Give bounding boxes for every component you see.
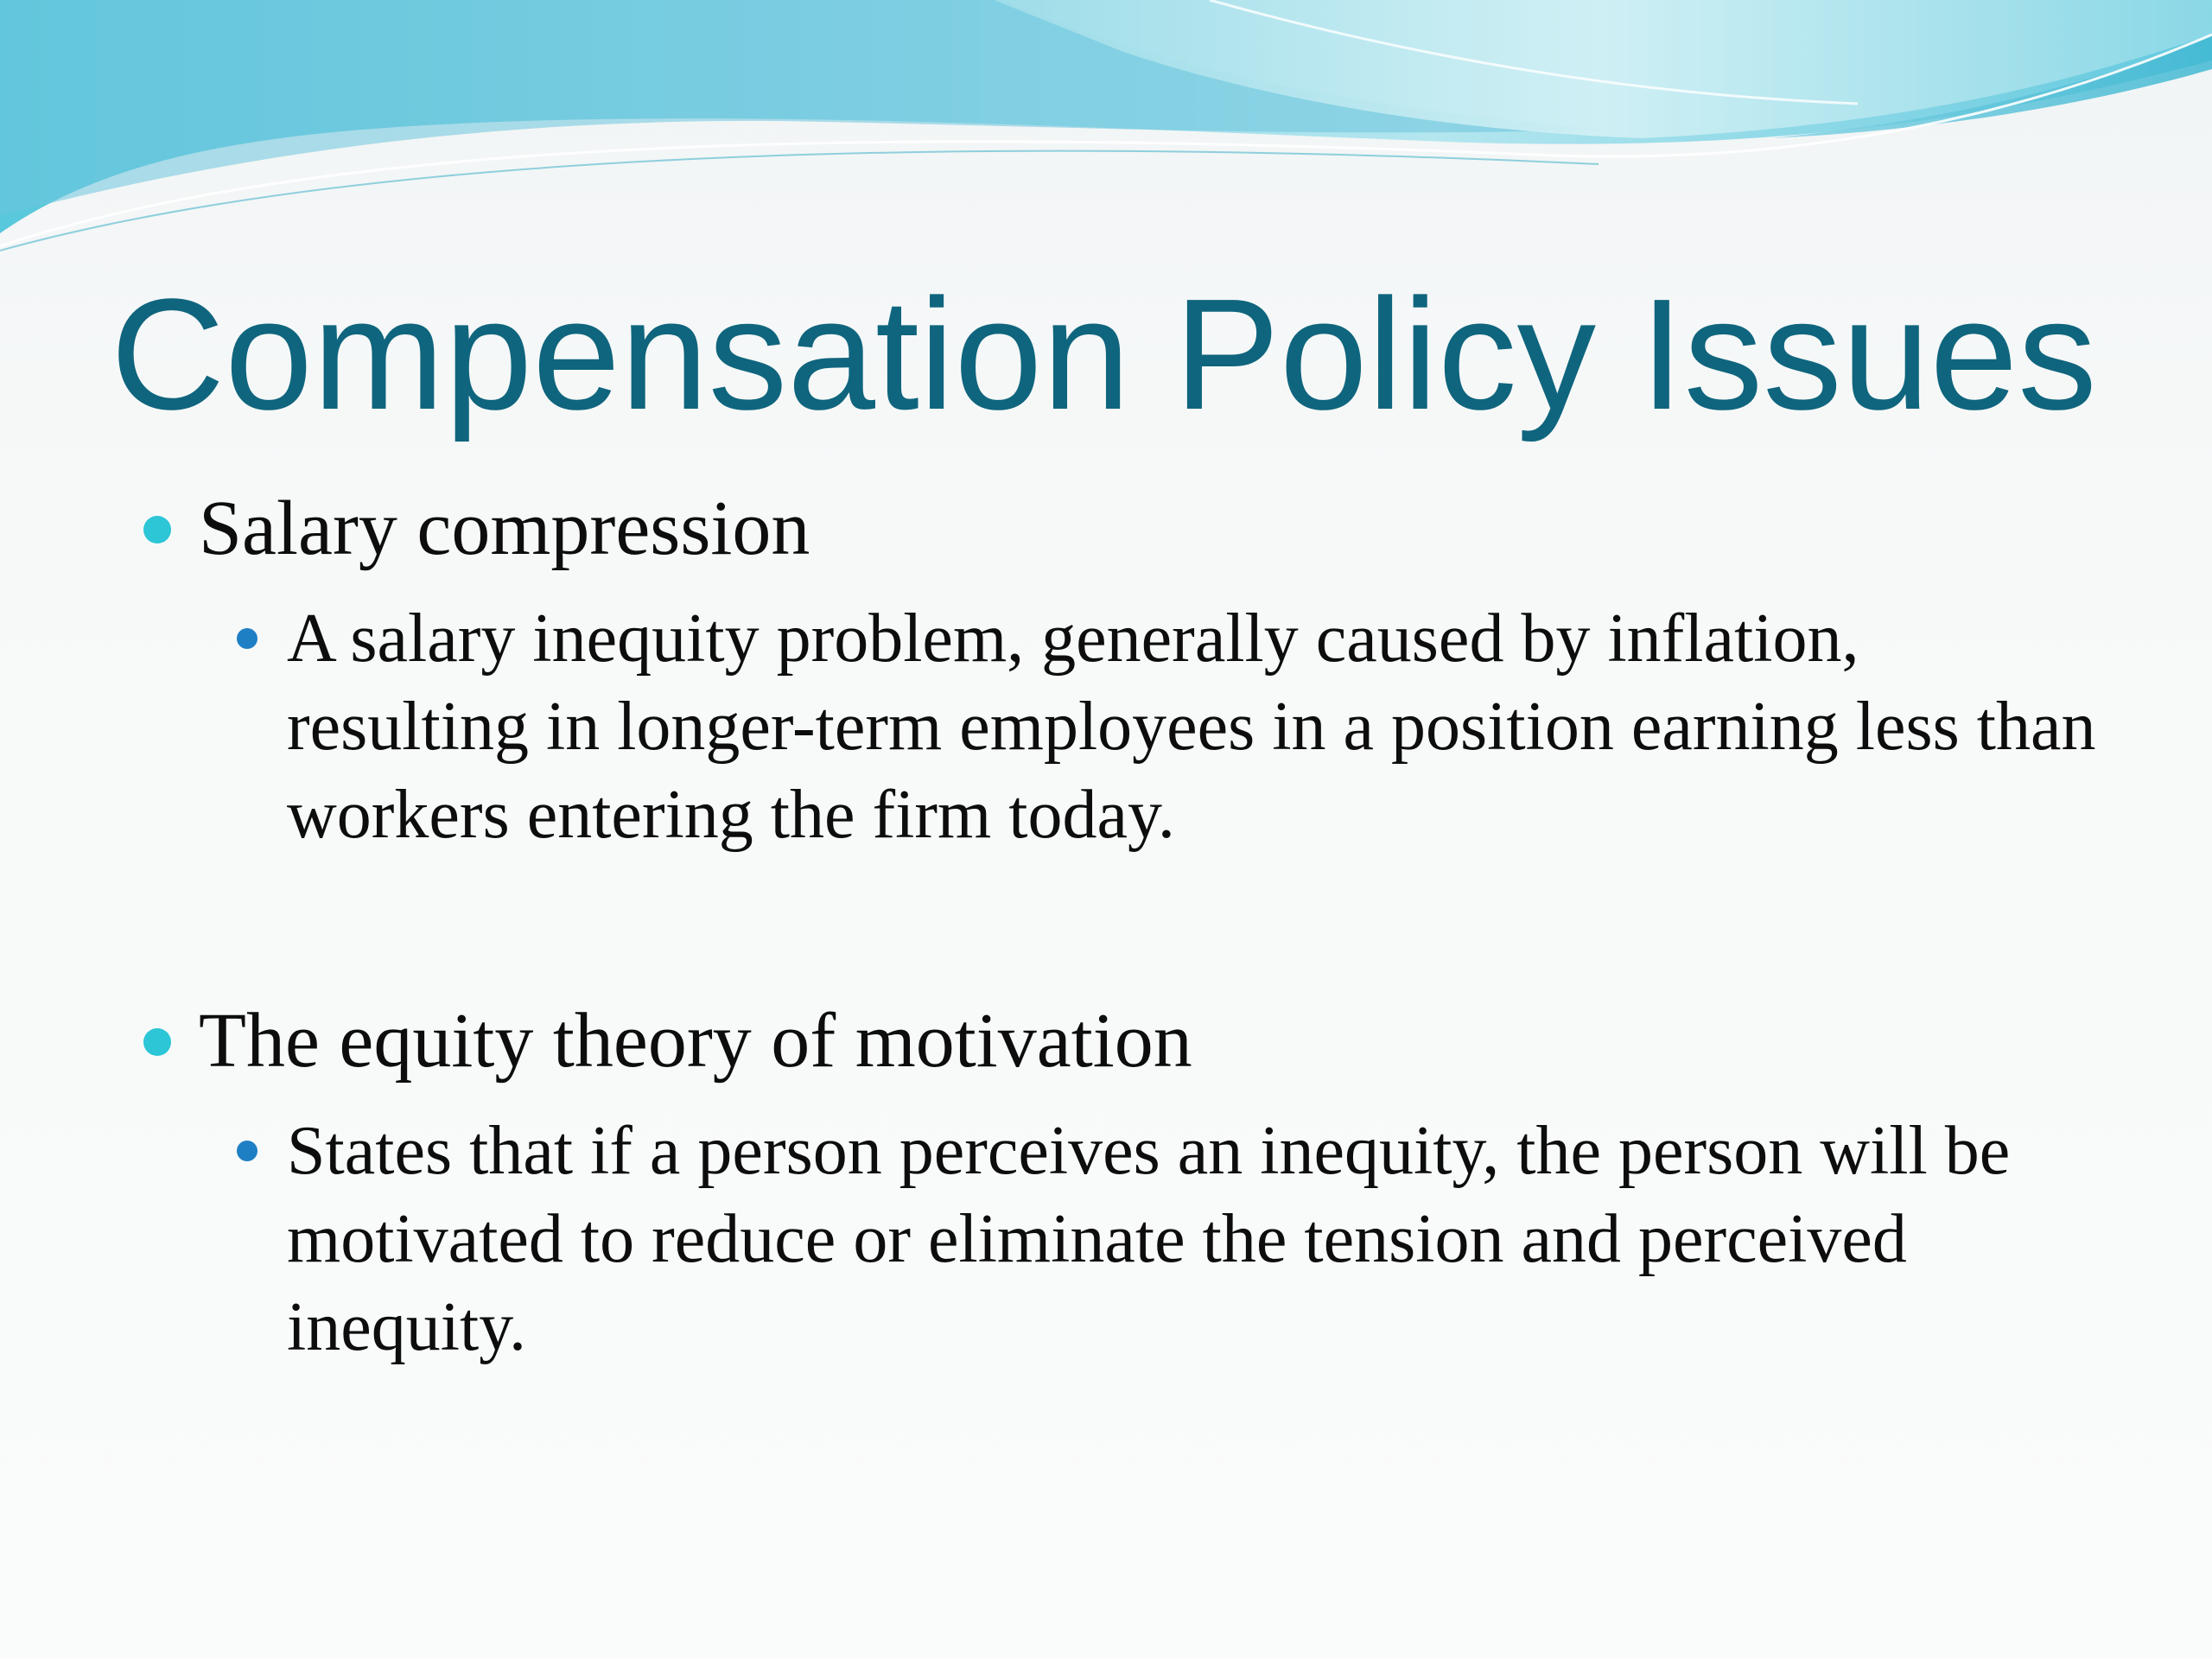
sub-bullet-icon — [237, 628, 257, 649]
bullet-item: Salary compression — [199, 486, 810, 571]
sub-bullet-icon — [237, 1141, 257, 1161]
sub-bullet-item: A salary inequity problem, generally caused by inflation, resulting in longer-term employees in a position earning less than workers entering the firm today. — [287, 601, 2096, 853]
bullet-item: The equity theory of motivation — [199, 998, 1192, 1084]
bullet-icon — [143, 1028, 171, 1056]
sub-bullet-item: States that if a person perceives an inequity, the person will be motivated to reduce or eliminate the tension and perceived inequity. — [287, 1113, 2011, 1365]
slide-title: Compensation Policy Issues — [111, 265, 2097, 442]
bullet-icon — [143, 516, 171, 543]
